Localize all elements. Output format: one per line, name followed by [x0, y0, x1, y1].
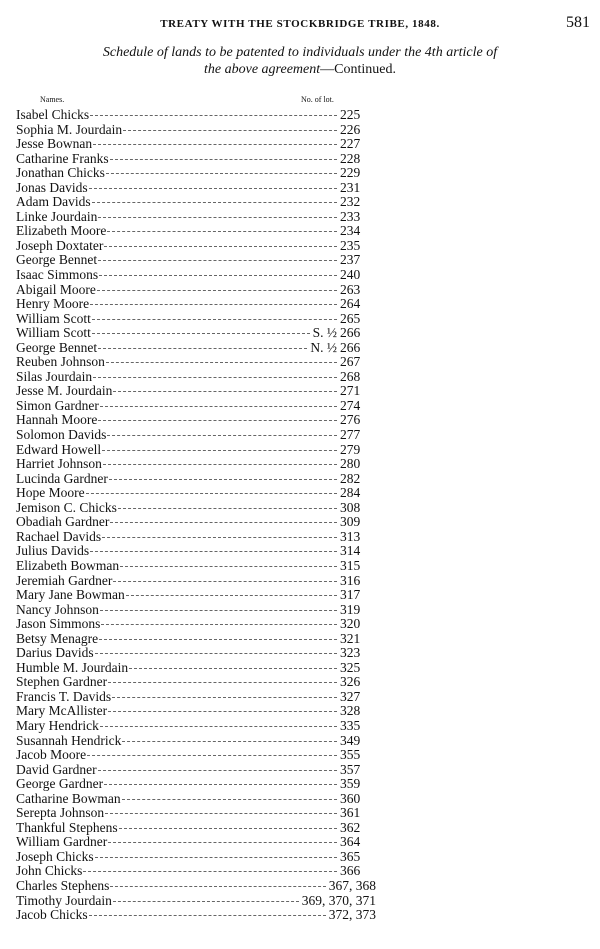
- dot-leader: [98, 347, 307, 349]
- person-name: Serepta Johnson: [16, 805, 105, 821]
- schedule-row: [16, 312, 376, 327]
- schedule-row: [16, 137, 376, 152]
- person-name: Jesse M. Jourdain: [16, 383, 113, 399]
- schedule-row: [16, 719, 376, 734]
- dot-leader: [108, 681, 337, 683]
- dot-leader: [106, 361, 337, 363]
- lot-number: 317: [340, 587, 361, 603]
- lot-number: 240: [340, 267, 361, 283]
- lot-number: 284: [340, 485, 361, 501]
- schedule-row: [16, 748, 376, 763]
- lot-number: 328: [340, 703, 361, 719]
- dot-leader: [109, 478, 337, 480]
- person-name: Linke Jourdain: [16, 208, 98, 224]
- lot-number: 321: [340, 630, 361, 646]
- dot-leader: [103, 463, 337, 465]
- dot-leader: [129, 667, 337, 669]
- person-name: Harriet Johnson: [16, 456, 102, 472]
- lot-number: 320: [340, 616, 361, 632]
- schedule-row: [16, 443, 376, 458]
- person-name: Jemison C. Chicks: [16, 499, 117, 515]
- schedule-row: [16, 283, 376, 298]
- schedule-row: [16, 297, 376, 312]
- dot-leader: [98, 259, 337, 261]
- schedule-row: [16, 908, 376, 923]
- person-name: Jacob Moore: [16, 747, 87, 763]
- schedule-row: [16, 239, 376, 254]
- dot-leader: [98, 216, 337, 218]
- schedule-row: [16, 123, 376, 138]
- lot-number: 228: [340, 150, 361, 166]
- dot-leader: [122, 798, 337, 800]
- dot-leader: [110, 885, 325, 887]
- lot-number: 232: [340, 194, 361, 210]
- schedule-row: [16, 486, 376, 501]
- person-name: Obadiah Gardner: [16, 514, 110, 530]
- person-name: Henry Moore: [16, 296, 90, 312]
- dot-leader: [92, 318, 337, 320]
- schedule-row: [16, 690, 376, 705]
- page-number: 581: [566, 14, 590, 31]
- lot-number: 364: [340, 834, 361, 850]
- schedule-caption: [0, 44, 600, 78]
- schedule-row: [16, 195, 376, 210]
- person-name: Nancy Johnson: [16, 601, 99, 617]
- lot-number: 276: [340, 412, 361, 428]
- dot-leader: [95, 856, 337, 858]
- person-name: Thankful Stephens: [16, 819, 118, 835]
- dot-leader: [122, 740, 337, 742]
- dot-leader: [108, 710, 337, 712]
- person-name: Isaac Simmons: [16, 267, 99, 283]
- running-title: TREATY WITH THE STOCKBRIDGE TRIBE, 1848.: [160, 18, 440, 30]
- dot-leader: [93, 376, 337, 378]
- person-name: Jonas Davids: [16, 179, 88, 195]
- dot-leader: [100, 725, 337, 727]
- lot-number: 277: [340, 427, 361, 443]
- person-name: Silas Jourdain: [16, 368, 93, 384]
- schedule-row: [16, 821, 376, 836]
- lot-number: 357: [340, 761, 361, 777]
- dot-leader: [92, 332, 310, 334]
- schedule-row: [16, 559, 376, 574]
- caption-italic-line-2: the above agreement: [204, 62, 321, 77]
- lot-half-note: N. ½: [310, 339, 337, 355]
- person-name: Humble M. Jourdain: [16, 659, 129, 675]
- dot-leader: [120, 565, 337, 567]
- lot-number: 315: [340, 557, 361, 573]
- dot-leader: [110, 521, 337, 523]
- schedule-row: [16, 166, 376, 181]
- dot-leader: [89, 914, 326, 916]
- dot-leader: [118, 507, 337, 509]
- dot-leader: [99, 638, 337, 640]
- dot-leader: [102, 449, 337, 451]
- lot-number: 282: [340, 470, 361, 486]
- lot-number: 229: [340, 165, 361, 181]
- schedule-row: [16, 879, 376, 894]
- schedule-row: [16, 530, 376, 545]
- person-name: Joseph Doxtater: [16, 237, 104, 253]
- person-name: Stephen Gardner: [16, 674, 108, 690]
- schedule-row: [16, 472, 376, 487]
- lot-number: 365: [340, 848, 361, 864]
- dot-leader: [119, 827, 337, 829]
- dot-leader: [95, 652, 337, 654]
- person-name: Francis T. Davids: [16, 688, 112, 704]
- person-name: Catharine Bowman: [16, 790, 121, 806]
- dot-leader: [99, 274, 337, 276]
- person-name: Jason Simmons: [16, 616, 101, 632]
- person-name: Elizabeth Moore: [16, 223, 107, 239]
- lot-number: 231: [340, 179, 361, 195]
- person-name: Solomon Davids: [16, 427, 107, 443]
- lot-number: 355: [340, 747, 361, 763]
- lot-number: 360: [340, 790, 361, 806]
- person-name: Mary Jane Bowman: [16, 587, 125, 603]
- dot-leader: [98, 769, 337, 771]
- schedule-row: [16, 574, 376, 589]
- person-name: Susannah Hendrick: [16, 732, 122, 748]
- person-name: William Scott: [16, 325, 91, 341]
- dot-leader: [108, 841, 337, 843]
- schedule-row: [16, 501, 376, 516]
- lot-number: 366: [340, 863, 361, 879]
- schedule-row: [16, 661, 376, 676]
- person-name: George Gardner: [16, 776, 104, 792]
- lot-number: 367, 368: [328, 877, 376, 893]
- schedule-row: [16, 224, 376, 239]
- schedule-row: [16, 384, 376, 399]
- schedule-row: [16, 428, 376, 443]
- schedule-row: [16, 763, 376, 778]
- person-name: David Gardner: [16, 761, 97, 777]
- schedule-row: [16, 806, 376, 821]
- schedule-row: [16, 341, 376, 356]
- person-name: Timothy Jourdain: [16, 892, 112, 908]
- schedule-row: [16, 457, 376, 472]
- dot-leader: [92, 201, 337, 203]
- person-name: Jacob Chicks: [16, 907, 88, 923]
- dot-leader: [89, 187, 337, 189]
- lot-number: 349: [340, 732, 361, 748]
- person-name: Rachael Davids: [16, 528, 102, 544]
- schedule-row: [16, 792, 376, 807]
- schedule-row: [16, 704, 376, 719]
- dot-leader: [106, 172, 337, 174]
- lot-number: 235: [340, 237, 361, 253]
- schedule-row: [16, 515, 376, 530]
- lot-number: 266: [340, 325, 361, 341]
- caption-line-1: [0, 44, 600, 61]
- lot-number: 316: [340, 572, 361, 588]
- dot-leader: [97, 289, 337, 291]
- person-name: Mary Hendrick: [16, 717, 99, 733]
- lot-number: 369, 370, 371: [301, 892, 376, 908]
- dot-leader: [98, 419, 337, 421]
- person-name: Catharine Franks: [16, 150, 109, 166]
- lot-number: 268: [340, 368, 361, 384]
- schedule-row: [16, 399, 376, 414]
- dot-leader: [126, 594, 337, 596]
- lot-half-note: S. ½: [312, 325, 337, 341]
- caption-line-2: [0, 61, 600, 78]
- schedule-row: [16, 152, 376, 167]
- lot-number: 280: [340, 456, 361, 472]
- person-name: William Scott: [16, 310, 91, 326]
- lot-number: 327: [340, 688, 361, 704]
- person-name: Jeremiah Gardner: [16, 572, 113, 588]
- lot-number: 265: [340, 310, 361, 326]
- schedule-row: [16, 632, 376, 647]
- schedule-row: [16, 617, 376, 632]
- lot-number: 274: [340, 397, 361, 413]
- person-name: Joseph Chicks: [16, 848, 94, 864]
- lot-number: 313: [340, 528, 361, 544]
- dot-leader: [104, 783, 337, 785]
- lot-schedule-list: [16, 108, 376, 923]
- lot-number: 271: [340, 383, 361, 399]
- person-name: Adam Davids: [16, 194, 91, 210]
- schedule-row: [16, 675, 376, 690]
- lot-number: 266: [340, 339, 361, 355]
- dot-leader: [102, 536, 337, 538]
- dot-leader: [93, 143, 337, 145]
- lot-number: 225: [340, 107, 361, 122]
- dot-leader: [87, 754, 337, 756]
- lot-number: 361: [340, 805, 361, 821]
- schedule-row: [16, 646, 376, 661]
- dot-leader: [104, 245, 337, 247]
- lot-number: 362: [340, 819, 361, 835]
- person-name: Jonathan Chicks: [16, 165, 105, 181]
- dot-leader: [100, 405, 337, 407]
- schedule-row: [16, 734, 376, 749]
- lot-number: 314: [340, 543, 361, 559]
- lot-number: 319: [340, 601, 361, 617]
- page-header: [0, 14, 600, 34]
- caption-suffix: —Continued.: [320, 62, 396, 77]
- schedule-row: [16, 268, 376, 283]
- person-name: John Chicks: [16, 863, 83, 879]
- lot-number: 359: [340, 776, 361, 792]
- person-name: Charles Stephens: [16, 877, 110, 893]
- person-name: Elizabeth Bowman: [16, 557, 120, 573]
- person-name: Darius Davids: [16, 645, 94, 661]
- schedule-row: [16, 544, 376, 559]
- column-headers: [0, 95, 600, 107]
- schedule-row: [16, 850, 376, 865]
- person-name: Hope Moore: [16, 485, 85, 501]
- person-name: Reuben Johnson: [16, 354, 105, 370]
- person-name: Julius Davids: [16, 543, 90, 559]
- dot-leader: [83, 870, 337, 872]
- dot-leader: [113, 900, 299, 902]
- lot-number: 237: [340, 252, 361, 268]
- person-name: Mary McAllister: [16, 703, 108, 719]
- dot-leader: [90, 303, 337, 305]
- schedule-row: [16, 181, 376, 196]
- person-name: Sophia M. Jourdain: [16, 121, 123, 137]
- person-name: Edward Howell: [16, 441, 102, 457]
- schedule-row: [16, 355, 376, 370]
- schedule-row: [16, 108, 376, 123]
- dot-leader: [90, 114, 337, 116]
- person-name: Abigail Moore: [16, 281, 96, 297]
- column-header-names: Names.: [40, 95, 65, 104]
- schedule-row: [16, 413, 376, 428]
- lot-number: 335: [340, 717, 361, 733]
- lot-number: 233: [340, 208, 361, 224]
- schedule-row: [16, 210, 376, 225]
- dot-leader: [105, 812, 337, 814]
- lot-number: 323: [340, 645, 361, 661]
- dot-leader: [90, 550, 337, 552]
- lot-number: 226: [340, 121, 361, 137]
- dot-leader: [123, 129, 337, 131]
- dot-leader: [107, 230, 337, 232]
- lot-number: 326: [340, 674, 361, 690]
- schedule-row: [16, 894, 376, 909]
- lot-number: 308: [340, 499, 361, 515]
- schedule-row: [16, 864, 376, 879]
- dot-leader: [101, 623, 337, 625]
- person-name: Betsy Menagre: [16, 630, 99, 646]
- caption-italic-line-1: Schedule of lands to be patented to individuals under the 4th article of: [102, 45, 498, 60]
- dot-leader: [100, 609, 337, 611]
- person-name: Jesse Bownan: [16, 136, 93, 152]
- lot-number: 279: [340, 441, 361, 457]
- dot-leader: [107, 434, 337, 436]
- lot-number: 263: [340, 281, 361, 297]
- schedule-row: [16, 777, 376, 792]
- person-name: George Bennet: [16, 252, 98, 268]
- dot-leader: [113, 580, 337, 582]
- person-name: Lucinda Gardner: [16, 470, 108, 486]
- person-name: George Bennet: [16, 339, 98, 355]
- lot-number: 372, 373: [328, 907, 376, 923]
- schedule-row: [16, 370, 376, 385]
- person-name: Hannah Moore: [16, 412, 98, 428]
- schedule-row: [16, 835, 376, 850]
- person-name: William Gardner: [16, 834, 108, 850]
- lot-number: 325: [340, 659, 361, 675]
- schedule-row: [16, 603, 376, 618]
- dot-leader: [112, 696, 337, 698]
- person-name: Simon Gardner: [16, 397, 99, 413]
- dot-leader: [113, 390, 337, 392]
- lot-number: 267: [340, 354, 361, 370]
- lot-number: 227: [340, 136, 361, 152]
- lot-number: 234: [340, 223, 361, 239]
- lot-number: 309: [340, 514, 361, 530]
- lot-number: 264: [340, 296, 361, 312]
- column-header-lot: No. of lot.: [301, 95, 334, 104]
- schedule-row: [16, 588, 376, 603]
- person-name: Isabel Chicks: [16, 107, 90, 122]
- schedule-row: [16, 253, 376, 268]
- schedule-row: [16, 326, 376, 341]
- dot-leader: [86, 492, 337, 494]
- dot-leader: [110, 158, 337, 160]
